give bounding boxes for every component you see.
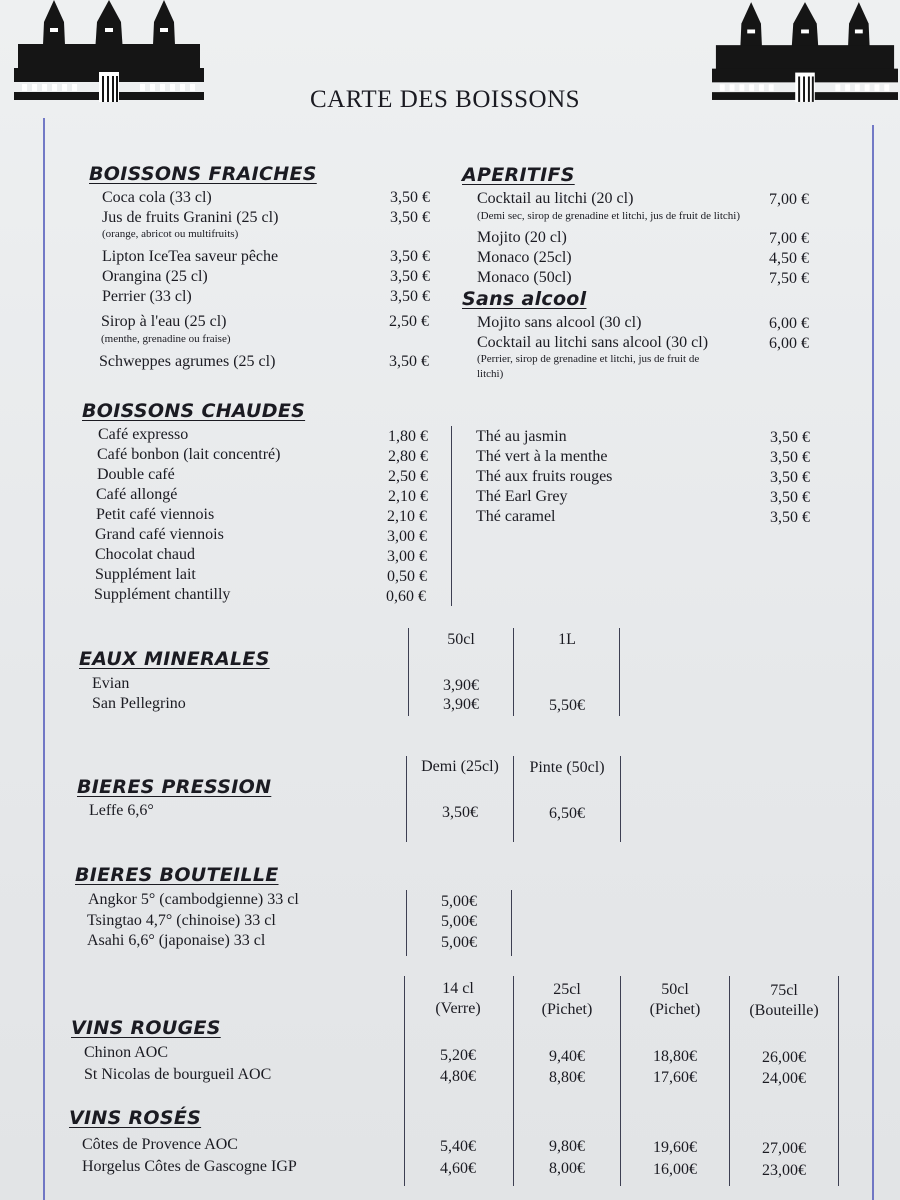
menu-item-price: 5,20€ — [440, 1047, 476, 1064]
menu-item-name: Chocolat chaud — [95, 546, 195, 563]
menu-item-price: 6,00 € — [769, 315, 809, 332]
menu-item-price: 2,50 € — [388, 468, 428, 485]
menu-item-name: Côtes de Provence AOC — [82, 1136, 238, 1153]
column-divider — [838, 976, 839, 1186]
menu-item-price: 27,00€ — [762, 1140, 806, 1157]
menu-item-price: 3,00 € — [387, 528, 427, 545]
menu-item-name: Thé caramel — [476, 508, 556, 525]
column-header: 50cl — [447, 631, 475, 648]
column-header: 25cl — [553, 981, 581, 998]
menu-item-name: Tsingtao 4,7° (chinoise) 33 cl — [87, 912, 276, 929]
menu-item-name: Thé au jasmin — [476, 428, 567, 445]
menu-item-price: 19,60€ — [653, 1139, 697, 1156]
menu-item-price: 3,50 € — [770, 469, 810, 486]
column-header: 50cl — [661, 981, 689, 998]
menu-item-price: 4,60€ — [440, 1160, 476, 1177]
menu-item-note: (orange, abricot ou multifruits) — [102, 228, 239, 240]
menu-item-price: 0,50 € — [387, 568, 427, 585]
menu-item-price: 3,90€ — [443, 677, 479, 694]
menu-item-price: 1,80 € — [388, 428, 428, 445]
section-heading-boissons-fraiches: BOISSONS FRAICHES — [89, 163, 317, 185]
menu-item-name: Petit café viennois — [96, 506, 215, 523]
menu-item-name: Café allongé — [96, 486, 178, 503]
menu-item-price: 3,00 € — [387, 548, 427, 565]
menu-item-price: 3,50 € — [770, 449, 810, 466]
column-header: Demi (25cl) — [421, 758, 499, 775]
menu-item-price: 6,50€ — [549, 805, 585, 822]
menu-item-name: St Nicolas de bourgueil AOC — [84, 1066, 272, 1083]
menu-item-name: Asahi 6,6° (japonaise) 33 cl — [87, 932, 266, 949]
menu-item-name: San Pellegrino — [92, 695, 186, 712]
menu-item-note: (menthe, grenadine ou fraise) — [101, 333, 231, 345]
menu-item-price: 3,50 € — [770, 489, 810, 506]
menu-item-name: Thé aux fruits rouges — [476, 468, 613, 485]
menu-item-name: Cocktail au litchi (20 cl) — [477, 190, 634, 207]
menu-item-name: Supplément chantilly — [94, 586, 231, 603]
column-header: 14 cl — [442, 980, 474, 997]
menu-item-price: 9,40€ — [549, 1048, 585, 1065]
menu-item-name: Cocktail au litchi sans alcool (30 cl) — [477, 334, 709, 351]
column-divider — [511, 890, 512, 956]
menu-item-price: 5,00€ — [441, 893, 477, 910]
menu-item-price: 6,00 € — [769, 335, 809, 352]
column-header: 1L — [558, 631, 576, 648]
menu-item-name: Perrier (33 cl) — [102, 288, 192, 305]
menu-item-price: 24,00€ — [762, 1070, 806, 1087]
menu-item-name: Monaco (50cl) — [477, 269, 572, 286]
menu-item-price: 3,50 € — [390, 189, 430, 206]
column-divider — [406, 890, 407, 956]
menu-item-price: 2,10 € — [387, 508, 427, 525]
column-header: (Verre) — [435, 1000, 481, 1017]
menu-item-name: Leffe 6,6° — [89, 802, 154, 819]
temple-logo-right — [712, 0, 898, 104]
column-divider — [513, 756, 514, 842]
menu-item-price: 5,40€ — [440, 1138, 476, 1155]
section-heading-boissons-chaudes: BOISSONS CHAUDES — [82, 400, 306, 422]
column-divider — [406, 756, 407, 842]
column-header: 75cl — [770, 982, 798, 999]
menu-item-name: Angkor 5° (cambodgienne) 33 cl — [88, 891, 299, 908]
column-divider — [513, 628, 514, 716]
menu-item-price: 4,80€ — [440, 1068, 476, 1085]
menu-item-price: 3,50 € — [770, 429, 810, 446]
menu-item-name: Mojito sans alcool (30 cl) — [477, 314, 642, 331]
menu-item-price: 9,80€ — [549, 1138, 585, 1155]
menu-item-price: 7,50 € — [769, 270, 809, 287]
menu-item-price: 18,80€ — [653, 1048, 697, 1065]
menu-item-price: 5,00€ — [441, 913, 477, 930]
menu-item-price: 0,60 € — [386, 588, 426, 605]
menu-item-price: 5,50€ — [549, 697, 585, 714]
section-heading-vins-rouges: VINS ROUGES — [71, 1017, 221, 1039]
section-heading-vins-roses: VINS ROSÉS — [69, 1107, 202, 1129]
menu-item-name: Grand café viennois — [95, 526, 224, 543]
menu-item-name: Thé vert à la menthe — [476, 448, 608, 465]
menu-item-name: Café bonbon (lait concentré) — [97, 446, 281, 463]
menu-item-price: 8,00€ — [549, 1160, 585, 1177]
menu-item-price: 3,50 € — [390, 268, 430, 285]
right-border-line — [872, 125, 874, 1200]
menu-item-name: Coca cola (33 cl) — [102, 189, 212, 206]
menu-item-price: 4,50 € — [769, 250, 809, 267]
page-title: CARTE DES BOISSONS — [310, 86, 581, 113]
column-header: Pinte (50cl) — [529, 759, 605, 776]
column-divider — [620, 756, 621, 842]
column-divider — [451, 426, 452, 606]
menu-item-name: Jus de fruits Granini (25 cl) — [102, 209, 279, 226]
column-header: (Bouteille) — [749, 1002, 819, 1019]
menu-item-name: Thé Earl Grey — [476, 488, 568, 505]
menu-item-note: litchi) — [477, 368, 504, 380]
menu-item-price: 3,50 € — [770, 509, 810, 526]
menu-item-price: 17,60€ — [653, 1069, 697, 1086]
menu-item-price: 2,50 € — [389, 313, 429, 330]
menu-item-name: Sirop à l'eau (25 cl) — [101, 313, 227, 330]
column-divider — [408, 628, 409, 716]
menu-item-name: Chinon AOC — [84, 1044, 169, 1061]
menu-item-price: 2,10 € — [388, 488, 428, 505]
menu-item-name: Horgelus Côtes de Gascogne IGP — [82, 1158, 297, 1175]
menu-item-price: 3,90€ — [443, 696, 479, 713]
column-divider — [619, 628, 620, 716]
menu-item-name: Café expresso — [98, 426, 189, 443]
menu-item-price: 3,50 € — [389, 353, 429, 370]
menu-item-name: Double café — [97, 466, 175, 483]
menu-item-price: 16,00€ — [653, 1161, 697, 1178]
section-heading-sans-alcool: Sans alcool — [462, 288, 587, 310]
menu-item-price: 7,00 € — [769, 191, 809, 208]
section-heading-bieres-bouteille: BIERES BOUTEILLE — [75, 864, 279, 886]
menu-item-name: Mojito (20 cl) — [477, 229, 567, 246]
menu-item-price: 2,80 € — [388, 448, 428, 465]
menu-item-price: 5,00€ — [441, 934, 477, 951]
column-header: (Pichet) — [541, 1001, 593, 1018]
left-border-line — [43, 118, 45, 1200]
menu-item-note: (Perrier, sirop de grenadine et litchi, jus de fruit de — [477, 353, 700, 365]
menu-item-price: 3,50€ — [442, 804, 478, 821]
section-heading-eaux-minerales: EAUX MINERALES — [79, 648, 270, 670]
section-heading-bieres-pression: BIERES PRESSION — [77, 776, 272, 798]
menu-item-name: Lipton IceTea saveur pêche — [102, 248, 279, 265]
temple-logo-left — [14, 0, 204, 102]
menu-item-name: Orangina (25 cl) — [102, 268, 208, 285]
menu-item-price: 3,50 € — [390, 288, 430, 305]
menu-item-price: 7,00 € — [769, 230, 809, 247]
menu-item-note: (Demi sec, sirop de grenadine et litchi, jus de fruit de litchi) — [477, 210, 741, 222]
menu-item-price: 3,50 € — [390, 209, 430, 226]
menu-item-name: Evian — [92, 675, 130, 692]
menu-item-price: 3,50 € — [390, 248, 430, 265]
menu-item-name: Schweppes agrumes (25 cl) — [99, 353, 276, 370]
menu-item-name: Monaco (25cl) — [477, 249, 572, 266]
menu-item-price: 8,80€ — [549, 1069, 585, 1086]
menu-item-price: 23,00€ — [762, 1162, 806, 1179]
menu-item-name: Supplément lait — [95, 566, 196, 583]
column-header: (Pichet) — [649, 1001, 701, 1018]
menu-item-price: 26,00€ — [762, 1049, 806, 1066]
section-heading-aperitifs: APERITIFS — [462, 164, 575, 186]
